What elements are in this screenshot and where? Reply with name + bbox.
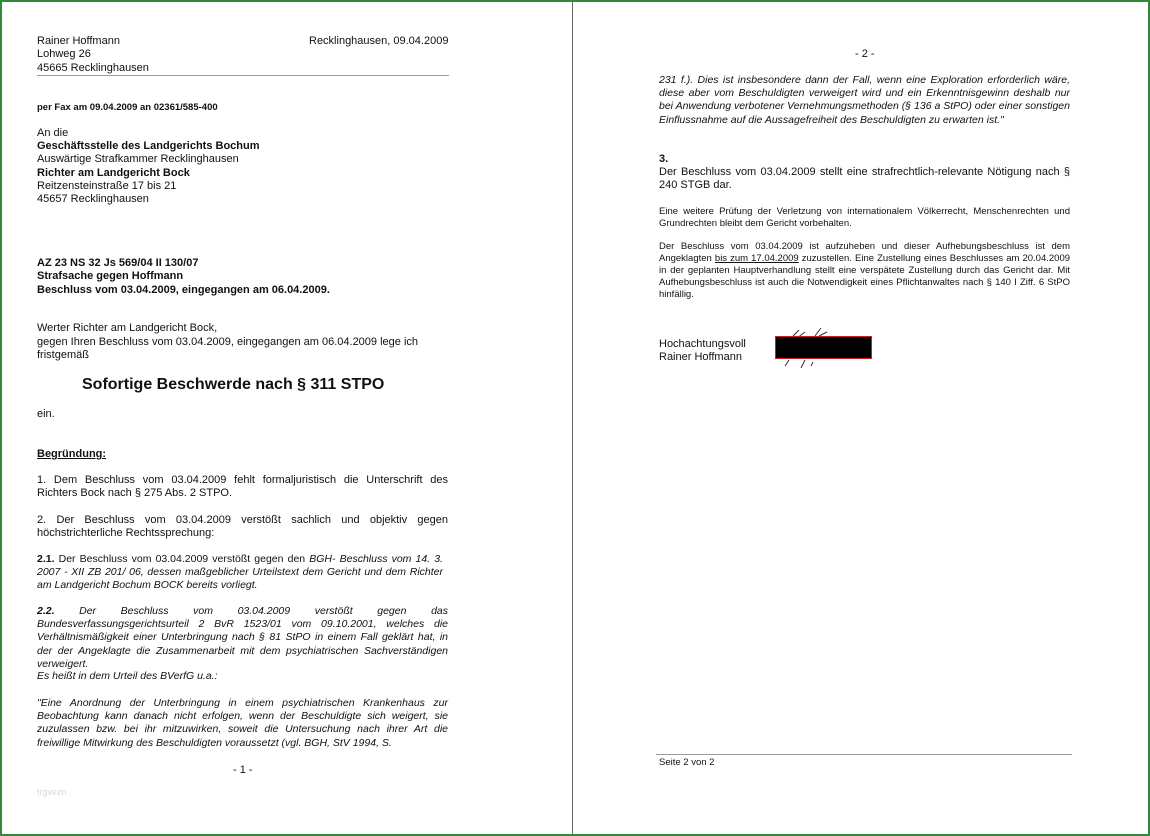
paragraph-3-number: 3. <box>659 153 669 165</box>
paragraph-2-1-text: Der Beschluss vom 03.04.2009 verstößt gegen den <box>54 553 310 565</box>
reference-case: Strafsache gegen Hoffmann <box>37 270 184 282</box>
closing: Hochachtungsvoll <box>659 338 746 350</box>
sender-name: Rainer Hoffmann <box>37 35 120 47</box>
recipient-intro: An die <box>37 127 69 139</box>
paragraph-5-deadline: bis zum 17.04.2009 <box>714 253 799 264</box>
paragraph-2-2-lead: Es heißt in dem Urteil des BVerfG u.a.: <box>37 670 218 682</box>
recipient-line5: 45657 Recklinghausen <box>37 193 149 205</box>
page-number-1: - 1 - <box>233 764 253 776</box>
salutation: Werter Richter am Landgericht Bock, <box>37 322 218 334</box>
paragraph-1: 1. Dem Beschluss vom 03.04.2009 fehlt formaljuristisch die Unterschrift des Richters Bock nach § 275 Abs. 2 STPO. <box>37 474 448 500</box>
paragraph-5 <box>659 241 1070 301</box>
paragraph-2-2-text: Der Beschluss vom 03.04.2009 verstößt gegen das Bundesverfassungsgerichtsurteil 2 BvR 1523/01 vom 09.10.2001, welches die Verhältnismäßigkeit einer Unterbringung nach § 81 StPO in einem Fall geklärt hat, in der der Angeklagte die Zusammenarbeit mit dem psychiatrischen Sachverständigen verweigert. <box>37 605 448 670</box>
footer-rule <box>656 754 1072 755</box>
page-number-2: - 2 - <box>855 48 875 60</box>
page-footer: Seite 2 von 2 <box>659 757 715 768</box>
paragraph-2-1-citation: BGH- Beschluss vom 14. 3. 2007 - XII ZB 201/ 06, dessen maßgeblicher Urteilstext dem Gericht und dem Richter am Landgericht Bochum BOCK bereits vorliegt. <box>37 553 444 592</box>
intro-text: gegen Ihren Beschluss vom 03.04.2009, eingegangen am 06.04.2009 lege ich <box>37 336 419 348</box>
paragraph-2-2-number: 2.2. <box>37 605 55 617</box>
paragraph-2-1-number: 2.1. <box>37 553 55 565</box>
reference-az: AZ 23 NS 32 Js 569/04 II 130/07 <box>37 257 199 269</box>
paragraph-4: Eine weitere Prüfung der Verletzung von internationalem Völkerrecht, Menschenrechten und Grundrechten bleibt dem Gericht vorbehalten. <box>659 206 1070 229</box>
quote-part-2: 231 f.). Dies ist insbesondere dann der Fall, wenn eine Exploration erforderlich wäre, diese aber vom Beschuldigten verweigert wird und ein Erkenntnisgewinn deshalb nur bei Anwendung verbotener Vernehmungsmethoden (§ 136 a StPO) oder einer sonstigen Einflussnahme auf die Aussagefreiheit des Beschuldigten zu erwarten ist." <box>659 74 1070 126</box>
sender-street: Lohweg 26 <box>37 48 91 60</box>
paragraph-5-b: zuzustellen. Eine Zustellung eines Beschlusses am 20.04.2009 in der geplanten Hauptverhandlung stellt eine verspätete Zustellung durch das Gericht dar. Mit Aufhebungsbeschluss ist auch die Notwendigkeit eines Pflichtanwaltes nach § 140 I Ziff. 6 StPO hinfällig. <box>659 253 1071 300</box>
place-date: Recklinghausen, 09.04.2009 <box>309 35 449 47</box>
paragraph-5-a: Der Beschluss vom 03.04.2009 ist aufzuheben und dieser Aufhebungsbeschluss ist dem Angeklagten <box>659 241 1070 264</box>
watermark-text: trgvezn <box>37 787 67 797</box>
paragraph-2-2 <box>37 605 448 671</box>
recipient-line1: Geschäftsstelle des Landgerichts Bochum <box>37 140 260 152</box>
sender-city: 45665 Recklinghausen <box>37 62 149 74</box>
quote-part-1: "Eine Anordnung der Unterbringung in einem psychiatrischen Krankenhaus zur Beobachtung kann danach nicht erfolgen, wenn der Beschuldigte sich weigert, sie zuzulassen bzw. bei ihr mitzuwirken, soweit die Untersuchung nach ihrer Art die freiwillige Mitwirkung des Beschuldigten voraussetzt (vgl. BGH, StV 1994, S. <box>37 697 448 749</box>
page-divider <box>572 2 573 834</box>
begruendung-heading: Begründung: <box>37 448 107 460</box>
reference-decision: Beschluss vom 03.04.2009, eingegangen am 06.04.2009. <box>37 284 330 296</box>
recipient-line2: Auswärtige Strafkammer Recklinghausen <box>37 153 239 165</box>
recipient-line4: Reitzensteinstraße 17 bis 21 <box>37 180 177 192</box>
fax-line: per Fax am 09.04.2009 an 02361/585-400 <box>37 102 218 113</box>
paragraph-2: 2. Der Beschluss vom 03.04.2009 verstößt sachlich und objektiv gegen höchstrichterliche Rechtssprechung: <box>37 514 448 540</box>
ein-text: ein. <box>37 408 55 420</box>
main-heading: Sofortige Beschwerde nach § 311 STPO <box>82 376 385 393</box>
intro-text-2: fristgemäß <box>37 349 89 361</box>
paragraph-3: Der Beschluss vom 03.04.2009 stellt eine strafrechtlich-relevante Nötigung nach § 240 STGB dar. <box>659 166 1070 192</box>
paragraph-2-1 <box>37 553 443 593</box>
redacted-signature <box>775 336 872 359</box>
recipient-line3: Richter am Landgericht Bock <box>37 167 190 179</box>
closing-name: Rainer Hoffmann <box>659 351 742 363</box>
header-rule <box>37 75 449 76</box>
